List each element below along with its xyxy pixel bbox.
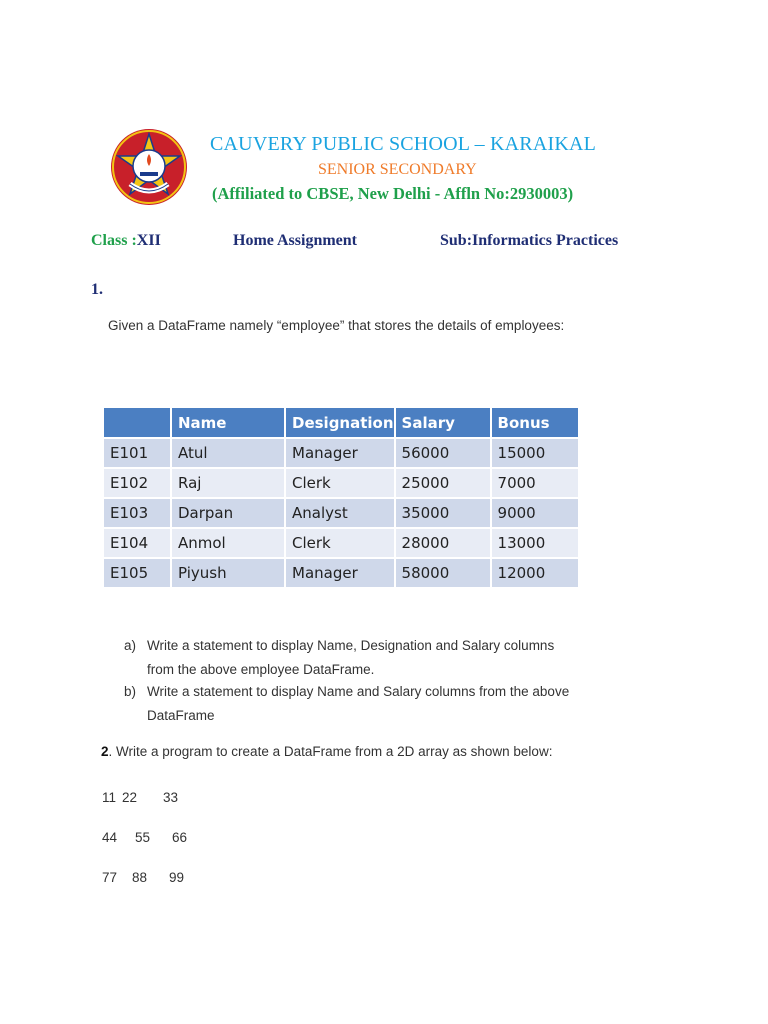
assignment-title: Home Assignment xyxy=(233,232,357,249)
table-header-cell: Name xyxy=(171,408,285,438)
array-value: 11 xyxy=(102,790,117,805)
table-cell: 13000 xyxy=(491,528,578,558)
table-header-cell: Bonus xyxy=(491,408,578,438)
question-1-item-a xyxy=(122,634,582,682)
item-text: Write a statement to display Name and Salary columns from the above DataFrame xyxy=(147,684,570,723)
question-1-item-b xyxy=(122,680,582,728)
table-header-row xyxy=(104,408,578,438)
array-value: 33 xyxy=(163,790,179,805)
table-header-cell: Designation xyxy=(285,408,395,438)
array-value: 88 xyxy=(132,870,148,885)
item-text: Write a statement to display Name, Designation and Salary columns from the above employee DataFrame. xyxy=(147,638,555,677)
table-header-cell xyxy=(104,408,171,438)
table-cell: 56000 xyxy=(395,438,491,468)
question-2 xyxy=(101,740,571,764)
subject-label: Sub:Informatics Practices xyxy=(440,232,619,249)
table-cell: Manager xyxy=(285,558,395,587)
question-2-text: . Write a program to create a DataFrame from a 2D array as shown below: xyxy=(108,744,553,759)
table-row xyxy=(104,468,578,498)
class-info xyxy=(91,232,161,250)
table-cell: Piyush xyxy=(171,558,285,587)
question-1-number: 1. xyxy=(91,281,103,298)
table-cell: Manager xyxy=(285,438,395,468)
array-value: 77 xyxy=(102,870,118,885)
table-cell: Clerk xyxy=(285,468,395,498)
affiliation-line: (Affiliated to CBSE, New Delhi - Affln No:2930003) xyxy=(212,184,574,203)
table-cell: Clerk xyxy=(285,528,395,558)
item-marker: a) xyxy=(124,638,137,653)
table-cell: 12000 xyxy=(491,558,578,587)
array-value: 99 xyxy=(169,870,185,885)
table-cell: Anmol xyxy=(171,528,285,558)
table-cell: Analyst xyxy=(285,498,395,528)
table-cell: 25000 xyxy=(395,468,491,498)
table-cell: E101 xyxy=(104,438,171,468)
table-row xyxy=(104,558,578,587)
question-1-intro: Given a DataFrame namely “employee” that stores the details of employees: xyxy=(108,318,565,333)
array-value: 44 xyxy=(102,830,118,845)
school-crest-icon xyxy=(108,126,190,208)
table-cell: Raj xyxy=(171,468,285,498)
class-label: Class : xyxy=(91,232,137,249)
array-value: 55 xyxy=(135,830,151,845)
table-cell: 35000 xyxy=(395,498,491,528)
table-cell: E102 xyxy=(104,468,171,498)
class-value: XII xyxy=(136,232,161,249)
table-cell: Darpan xyxy=(171,498,285,528)
table-cell: 7000 xyxy=(491,468,578,498)
school-level: SENIOR SECONDARY xyxy=(318,161,477,178)
table-row xyxy=(104,528,578,558)
array-value: 66 xyxy=(172,830,188,845)
table-cell: 15000 xyxy=(491,438,578,468)
question-2-number: 2 xyxy=(101,744,109,759)
array-row xyxy=(102,790,178,805)
table-cell: Atul xyxy=(171,438,285,468)
employee-table xyxy=(104,408,578,587)
table-row xyxy=(104,498,578,528)
school-name: CAUVERY PUBLIC SCHOOL – KARAIKAL xyxy=(210,133,597,155)
table-cell: 9000 xyxy=(491,498,578,528)
table-cell: 28000 xyxy=(395,528,491,558)
array-row xyxy=(102,830,187,845)
table-cell: E103 xyxy=(104,498,171,528)
table-cell: E104 xyxy=(104,528,171,558)
table-cell: 58000 xyxy=(395,558,491,587)
item-marker: b) xyxy=(124,684,137,699)
array-value: 22 xyxy=(122,790,138,805)
table-header-cell: Salary xyxy=(395,408,491,438)
array-row xyxy=(102,870,184,885)
table-row xyxy=(104,438,578,468)
table-cell: E105 xyxy=(104,558,171,587)
